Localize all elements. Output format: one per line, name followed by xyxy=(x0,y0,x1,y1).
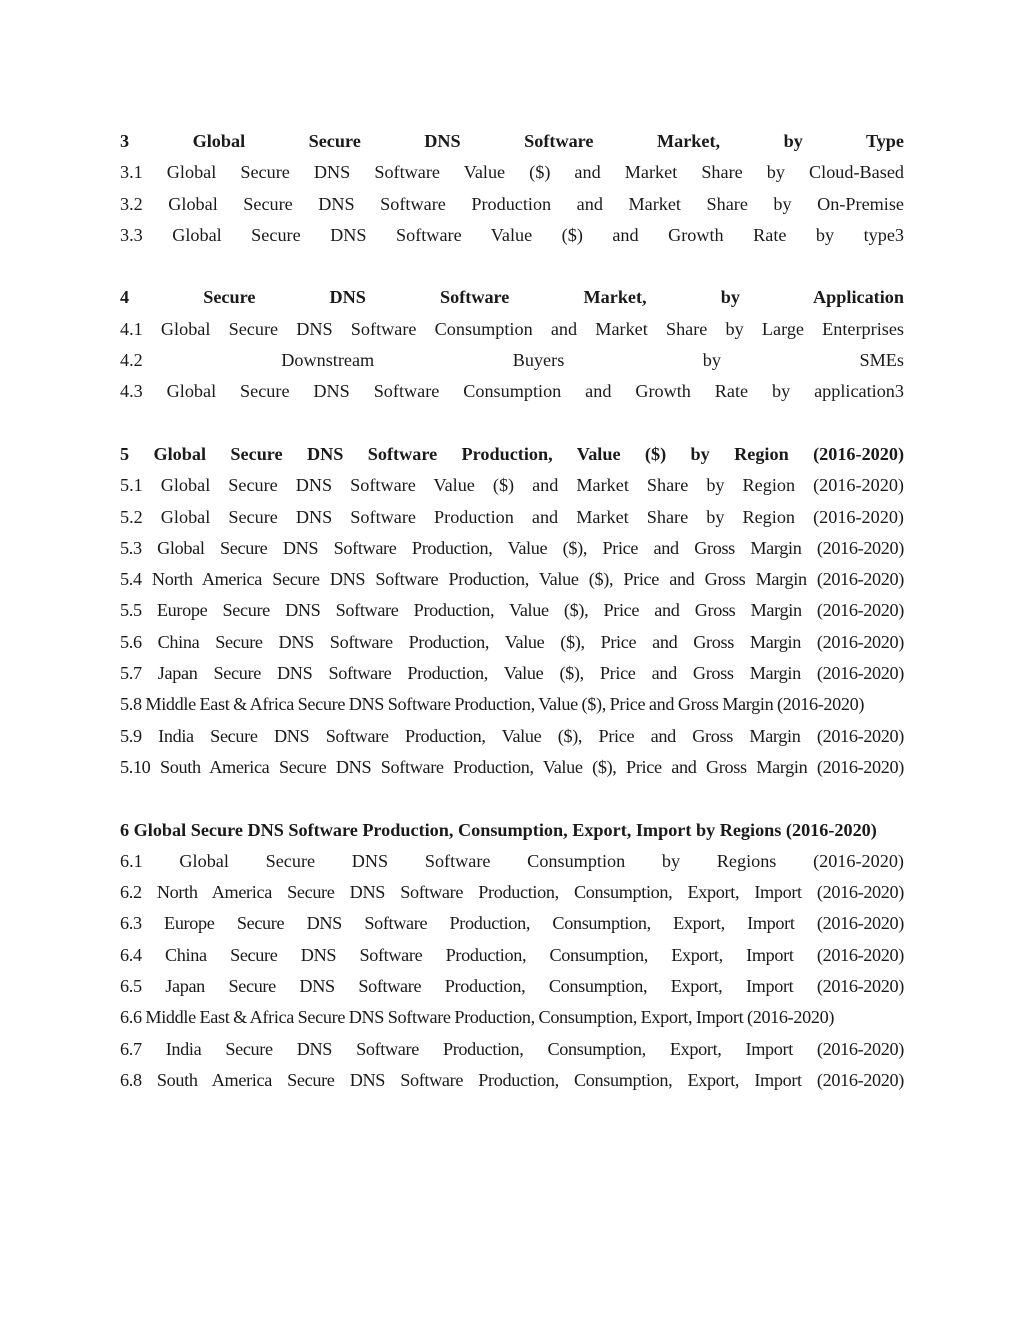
toc-item: 4.1 Global Secure DNS Software Consumption and Market Share by Large Enterprises xyxy=(120,318,904,339)
section-3 xyxy=(120,126,904,251)
toc-item: 5.6 China Secure DNS Software Production, Value ($), Price and Gross Margin (2016-2020) xyxy=(120,631,904,652)
section-heading: 6 Global Secure DNS Software Production, Consumption, Export, Import by Regions (2016-2020) xyxy=(120,819,877,840)
section-6 xyxy=(120,815,904,1097)
toc-item: 3.2 Global Secure DNS Software Production and Market Share by On-Premise xyxy=(120,193,904,214)
document-page xyxy=(120,126,904,1096)
toc-item: 6.4 China Secure DNS Software Production, Consumption, Export, Import (2016-2020) xyxy=(120,944,904,965)
toc-item: 5.10 South America Secure DNS Software Production, Value ($), Price and Gross Margin (2016-2020) xyxy=(120,756,904,777)
toc-item: 6.6 Middle East & Africa Secure DNS Software Production, Consumption, Export, Import (2016-2020) xyxy=(120,1007,835,1028)
toc-item: 6.2 North America Secure DNS Software Production, Consumption, Export, Import (2016-2020) xyxy=(120,882,904,903)
toc-item: 5.4 North America Secure DNS Software Production, Value ($), Price and Gross Margin (2016-2020) xyxy=(120,569,904,590)
toc-item: 5.9 India Secure DNS Software Production, Value ($), Price and Gross Margin (2016-2020) xyxy=(120,725,904,746)
toc-item: 6.5 Japan Secure DNS Software Production, Consumption, Export, Import (2016-2020) xyxy=(120,976,904,997)
toc-item: 5.5 Europe Secure DNS Software Production, Value ($), Price and Gross Margin (2016-2020) xyxy=(120,600,904,621)
section-4 xyxy=(120,282,904,407)
toc-item: 4.2 Downstream Buyers by SMEs xyxy=(120,350,904,371)
section-5 xyxy=(120,439,904,783)
toc-item: 6.1 Global Secure DNS Software Consumption by Regions (2016-2020) xyxy=(120,850,904,871)
toc-item: 6.7 India Secure DNS Software Production, Consumption, Export, Import (2016-2020) xyxy=(120,1038,904,1059)
toc-item: 3.3 Global Secure DNS Software Value ($) and Growth Rate by type3 xyxy=(120,224,904,245)
section-heading: 5 Global Secure DNS Software Production, Value ($) by Region (2016-2020) xyxy=(120,443,904,464)
toc-item: 6.8 South America Secure DNS Software Production, Consumption, Export, Import (2016-2020) xyxy=(120,1069,904,1090)
toc-item: 5.3 Global Secure DNS Software Production, Value ($), Price and Gross Margin (2016-2020) xyxy=(120,537,904,558)
section-heading: 4 Secure DNS Software Market, by Application xyxy=(120,287,904,308)
section-heading: 3 Global Secure DNS Software Market, by Type xyxy=(120,131,904,151)
toc-item: 4.3 Global Secure DNS Software Consumption and Growth Rate by application3 xyxy=(120,381,904,402)
toc-item: 3.1 Global Secure DNS Software Value ($) and Market Share by Cloud-Based xyxy=(120,162,904,183)
toc-item: 5.8 Middle East & Africa Secure DNS Software Production, Value ($), Price and Gross Margin (2016-2020) xyxy=(120,694,865,715)
toc-item: 5.2 Global Secure DNS Software Production and Market Share by Region (2016-2020) xyxy=(120,506,904,527)
toc-item: 5.7 Japan Secure DNS Software Production, Value ($), Price and Gross Margin (2016-2020) xyxy=(120,663,904,684)
toc-item: 5.1 Global Secure DNS Software Value ($) and Market Share by Region (2016-2020) xyxy=(120,475,904,496)
toc-item: 6.3 Europe Secure DNS Software Production, Consumption, Export, Import (2016-2020) xyxy=(120,913,904,934)
